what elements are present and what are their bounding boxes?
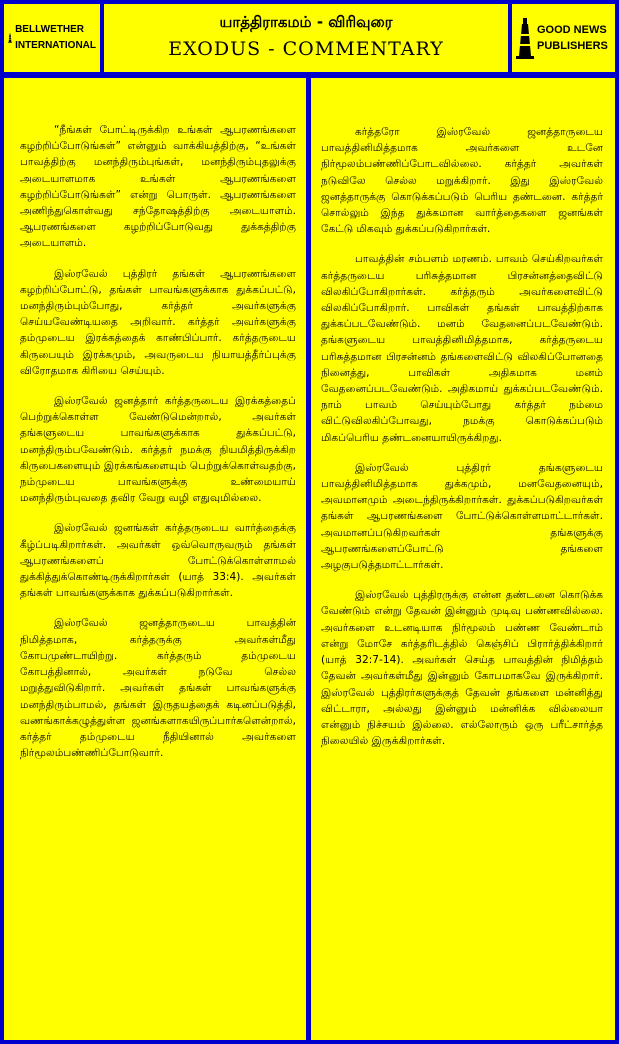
paragraph: இஸ்ரவேல் ஜனங்கள் கர்த்தருடைய வார்த்தைக்கு கீழ்ப்படிகிறார்கள். அவர்கள் ஒவ்வொருவரும் தங்கள் ஆபரணங்களைப் போட்டுக்கொள்ளாமல் துக்கித்துக்கொண்டிருக்கிறார்கள் (யாத் 33:4). அவர்கள் தங்கள் பாவங்களுக்காக துக்கப்படுகிறார்கள். — [20, 522, 296, 600]
title-english: EXODUS - COMMENTARY — [168, 38, 444, 60]
left-column — [4, 78, 306, 1040]
paragraph: கர்த்தரோ இஸ்ரவேல் ஜனத்தாருடைய பாவத்தினிமித்தமாக அவர்களை உடனே நிர்மூலம்பண்ணிப்போடவில்லை. கர்த்தர் அவர்கள் நடுவிலே செல்ல மறுக்கிறார். இது இஸ்ரவேல் ஜனத்தாருக்கு கொடுக்கப்படும் பெரிய தண்டனை. கர்த்தர் சொல்லும் இந்த துக்கமான வார்த்தைகளை ஜனங்கள் கேட்டு மிகவும் துக்கப்படுகிறார்கள். — [321, 126, 603, 236]
right-column — [311, 78, 615, 1040]
left-logo-line1: BELLWETHER — [15, 24, 84, 35]
paragraph: இஸ்ரவேல் ஜனத்தார் கர்த்தருடைய இரக்கத்தைப் பெற்றுக்கொள்ள வேண்டுமென்றால், அவர்கள் தங்களுடைய பாவங்களுக்காக துக்கப்பட்டு, மனந்திரும்பவேண்டும். கர்த்தர் நமக்கு நியமித்திருக்கிற கிருபைகளையும் இரக்கங்களையும் பெற்றுக்கொள்வதற்கு, நம்முடைய பாவங்களுக்கு உண்மையாய் மனந்திரும்புவதை தவிர வேறு வழி எதுவுமில்லை. — [20, 395, 296, 505]
paragraph: “நீங்கள் போட்டிருக்கிற உங்கள் ஆபரணங்களை கழற்றிப்போடுங்கள்” என்னும் வாக்கியத்திற்கு, “உங்கள் பாவத்திற்கு மனந்திரும்புங்கள், மனந்திரும்புதலுக்கு அடையாளமாக உங்கள் ஆபரணங்களை கழற்றிப்போடுங்கள்” என்று பொருள். ஆபரணங்களை அணிந்துகொள்வது சந்தோஷத்திற்கு அடையாளம். ஆபரணங்களை கழற்றிப்போடுவது துக்கத்திற்கு அடையாளம். — [20, 124, 296, 250]
paragraph: இஸ்ரவேல் ஜனத்தாருடைய பாவத்தின் நிமித்தமாக, கர்த்தருக்கு அவர்கள்மீது கோபமுண்டாயிற்று. கர்த்தரும் தம்முடைய கோபத்தினால், அவர்கள் நடுவே செல்ல மறுத்துவிடுகிறார். அவர்கள் தங்கள் பாவங்களுக்கு மனந்திரும்பாமல், தங்கள் இருதயத்தைக் கடினப்படுத்தி, வணங்காக்கழுத்துள்ள ஜனங்களாகயிருப்பார்களென்றால், கர்த்தர் தம்முடைய நீதியினால் அவர்களை நிர்மூலம்பண்ணிப்போடுவார். — [20, 617, 296, 760]
lighthouse-icon — [8, 16, 12, 60]
lighthouse-icon — [516, 16, 534, 60]
page-header — [104, 4, 508, 72]
bellwether-logo — [4, 4, 100, 72]
paragraph: இஸ்ரவேல் புத்திரர் தங்கள் ஆபரணங்களை கழற்றிப்போட்டு, தங்கள் பாவங்களுக்காக துக்கப்பட்டு, மனந்திரும்பும்போது, கர்த்தர் அவர்களுக்கு செய்யவேண்டியதை அறிவார். கர்த்தர் அவர்களுக்கு தம்முடைய இரக்கத்தைக் காண்பிப்பார். கர்த்தருடைய கிருபையும் இரக்கமும், அவருடைய நியாயத்தீர்ப்புக்கு விரோதமாக கிரியை செய்யும். — [20, 267, 296, 377]
paragraph: இஸ்ரவேல் புத்திரருக்கு என்ன தண்டனை கொடுக்க வேண்டும் என்று தேவன் இன்னும் முடிவு பண்ணவில்லை. அவர்களை உடனடியாக நிர்மூலம் பண்ண வேண்டாம் என்று மோசே கர்த்தரிடத்தில் கெஞ்சிப் பிரார்த்திக்கிறார் (யாத் 32:7-14). அவர்கள் செய்த பாவத்தின் நிமித்தம் தேவன் அவர்கள்மீது இன்னும் கோபமாகவே இருக்கிறார். இஸ்ரவேல் புத்திரர்களுக்குத் தேவன் தங்களை மன்னித்து விட்டாரா, அல்லது இன்னும் மன்னிக்க வில்லையா என்னும் நிச்சயம் இல்லை. எல்லோரும் ஒரு பரீட்சார்த்த நிலையில் இருக்கிறார்கள். — [321, 589, 603, 748]
right-logo-line2: PUBLISHERS — [537, 40, 608, 52]
right-logo-line1: GOOD NEWS — [537, 24, 607, 36]
paragraph: இஸ்ரவேல் புத்திரர் தங்களுடைய பாவத்தினிமித்தமாக துக்கமும், மனவேதனையும், அவமானமும் அடைந்திருக்கிறார்கள். துக்கப்படுகிறவர்கள் தங்கள் ஆபரணங்களை போட்டுக்கொள்ளமாட்டார்கள். அவமானப்படுகிறவர்கள் தங்களுக்கு ஆபரணங்களைப்போட்டு தங்களை அழகுபடுத்தமாட்டார்கள். — [321, 461, 603, 572]
left-logo-line2: INTERNATIONAL — [15, 40, 96, 51]
good-news-logo — [512, 4, 615, 72]
paragraph: பாவத்தின் சம்பளம் மரணம். பாவம் செய்கிறவர்கள் கர்த்தருடைய பரிசுத்தமான பிரசன்னத்தைவிட்டு விலகிப்போகிறார்கள். கர்த்தரும் அவர்களைவிட்டு விலகிப்போகிறார். பாவிகள் தங்கள் பாவத்திற்காக துக்கப்படவேண்டும். மனம் வேதனைப்படவேண்டும். தங்களுடைய பாவத்தினிமித்தமாக, கர்த்தருடைய பரிசுத்தமான பிரசன்னம் தங்களைவிட்டு விலகிப்போனதை நினைத்து, பாவிகள் அதிகமாக மனம் வேதனைப்படவேண்டும். அதிகமாய் துக்கப்படவேண்டும். நாம் பாவம் செய்யும்போது கர்த்தர் நம்மை விட்டுவிலகிப்போவது, நமக்கு கொடுக்கப்படும் மிகப்பெரிய தண்டனையாயிருக்கிறது. — [321, 253, 603, 444]
title-tamil: யாத்திராகமம் - விரிவுரை — [219, 13, 393, 31]
